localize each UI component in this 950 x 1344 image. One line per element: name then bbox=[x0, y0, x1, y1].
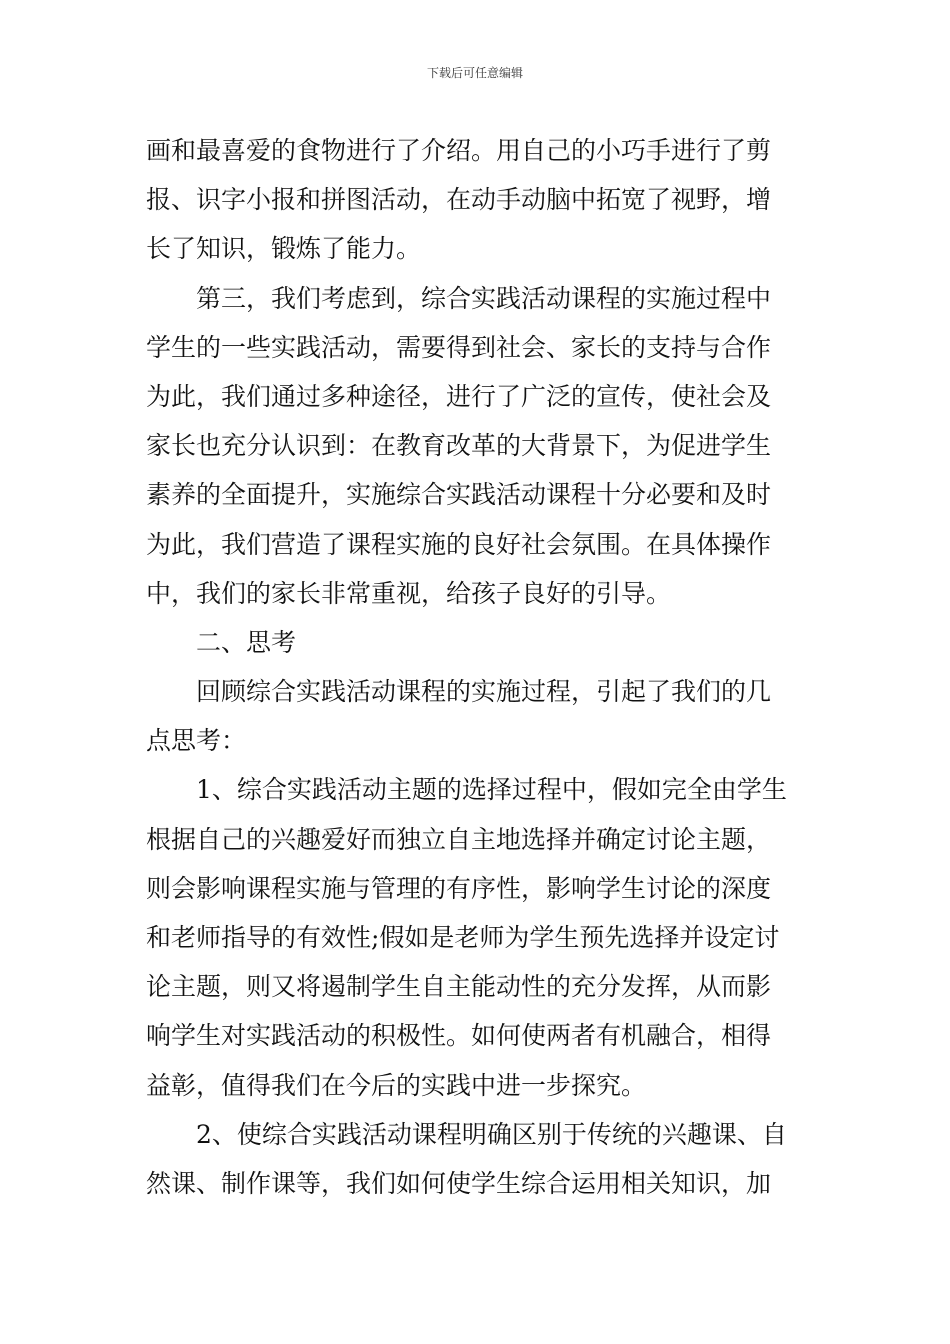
text-line: 回顾综合实践活动课程的实施过程，引起了我们的几 bbox=[146, 677, 772, 707]
text-line: 画和最喜爱的食物进行了介绍。用自己的小巧手进行了剪 bbox=[146, 136, 772, 165]
text-line: 然课、制作课等，我们如何使学生综合运用相关知识，加 bbox=[146, 1168, 772, 1198]
paragraph-review bbox=[146, 667, 812, 765]
text-line: 中，我们的家长非常重视，给孩子良好的引导。 bbox=[146, 578, 672, 608]
section-heading: 二、思考 bbox=[146, 627, 297, 657]
text-line: 2、使综合实践活动课程明确区别于传统的兴趣课、自 bbox=[146, 1119, 787, 1149]
text-line: 家长也充分认识到：在教育改革的大背景下，为促进学生 bbox=[146, 431, 772, 461]
paragraph-intro-continuation bbox=[146, 126, 812, 274]
paragraph-point-1 bbox=[146, 765, 812, 1109]
text-line: 则会影响课程实施与管理的有序性，影响学生讨论的深度 bbox=[146, 873, 772, 903]
text-line: 长了知识，锻炼了能力。 bbox=[146, 234, 422, 264]
text-line: 1、综合实践活动主题的选择过程中，假如完全由学生 bbox=[146, 775, 787, 805]
text-line: 为此，我们营造了课程实施的良好社会氛围。在具体操作 bbox=[146, 529, 772, 559]
text-line: 益彰，值得我们在今后的实践中进一步探究。 bbox=[146, 1070, 647, 1100]
text-line: 学生的一些实践活动，需要得到社会、家长的支持与合作 bbox=[146, 332, 772, 362]
text-line: 为此，我们通过多种途径，进行了广泛的宣传，使社会及 bbox=[146, 381, 772, 411]
text-line: 素养的全面提升，实施综合实践活动课程十分必要和及时 bbox=[146, 480, 772, 510]
section-heading-thinking bbox=[146, 618, 812, 667]
text-line: 和老师指导的有效性;假如是老师为学生预先选择并设定讨 bbox=[146, 923, 780, 952]
page-header-note: 下载后可任意编辑 bbox=[426, 66, 523, 80]
text-line: 响学生对实践活动的积极性。如何使两者有机融合，相得 bbox=[146, 1021, 772, 1051]
paragraph-third-point bbox=[146, 274, 812, 618]
document-body bbox=[146, 126, 812, 1208]
text-line: 论主题，则又将遏制学生自主能动性的充分发挥，从而影 bbox=[146, 972, 772, 1002]
text-line: 第三，我们考虑到，综合实践活动课程的实施过程中 bbox=[146, 283, 772, 313]
text-line: 点思考： bbox=[146, 726, 247, 756]
text-line: 根据自己的兴趣爱好而独立自主地选择并确定讨论主题， bbox=[146, 824, 772, 854]
text-line: 报、识字小报和拼图活动，在动手动脑中拓宽了视野，增 bbox=[146, 185, 772, 215]
paragraph-point-2 bbox=[146, 1110, 812, 1208]
